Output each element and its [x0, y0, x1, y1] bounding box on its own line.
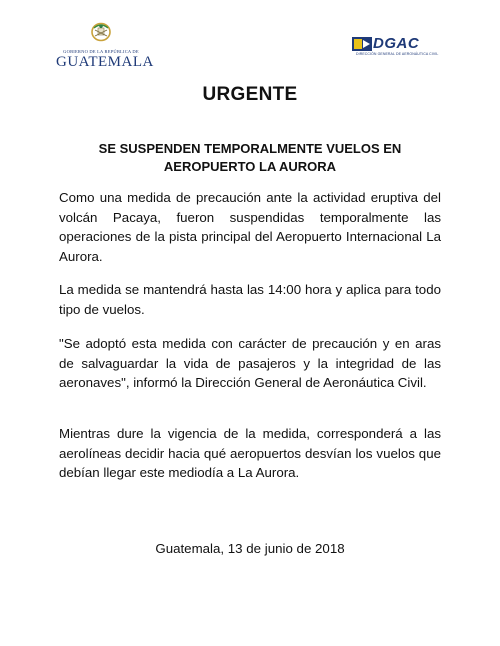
- dgac-logo: [352, 36, 447, 58]
- document-title: URGENTE: [202, 84, 298, 105]
- paragraph-1: Como una medida de precaución ante la actividad eruptiva del volcán Pacaya, fueron suspendidas temporalmente las operaciones de la pista principal del Aeropuerto Internacional La Aurora.: [59, 190, 441, 264]
- subtitle-line-1: SE SUSPENDEN TEMPORALMENTE VUELOS EN: [98, 141, 402, 156]
- paragraph-2: La medida se mantendrá hasta las 14:00 hora y aplica para todo tipo de vuelos.: [59, 282, 441, 317]
- logo-small-text: GOBIERNO DE LA REPÚBLICA DE: [63, 49, 139, 54]
- dgac-subtext: DIRECCIÓN GENERAL DE AERONÁUTICA CIVIL: [356, 52, 439, 56]
- guatemala-seal-icon: [89, 20, 113, 42]
- guatemala-government-logo: [56, 20, 154, 72]
- paragraph-3: "Se adoptó esta medida con carácter de precaución y en aras de salvaguardar la vida de pasajeros y la integridad de las aeronaves", informó la Dirección General de Aeronáutica Civil.: [59, 336, 441, 391]
- dateline: Guatemala, 13 de junio de 2018: [155, 541, 345, 556]
- dgac-text: DGAC: [373, 35, 420, 52]
- logo-country-text: GUATEMALA: [56, 54, 154, 70]
- dgac-mark-icon: [352, 36, 372, 52]
- document-subtitle: [70, 140, 430, 176]
- paragraph-4: Mientras dure la vigencia de la medida, corresponderá a las aerolíneas decidir hacia qué aeropuertos desvían los vuelos que debían llegar este mediodía a La Aurora.: [59, 426, 441, 481]
- subtitle-line-2: AEROPUERTO LA AURORA: [163, 159, 337, 174]
